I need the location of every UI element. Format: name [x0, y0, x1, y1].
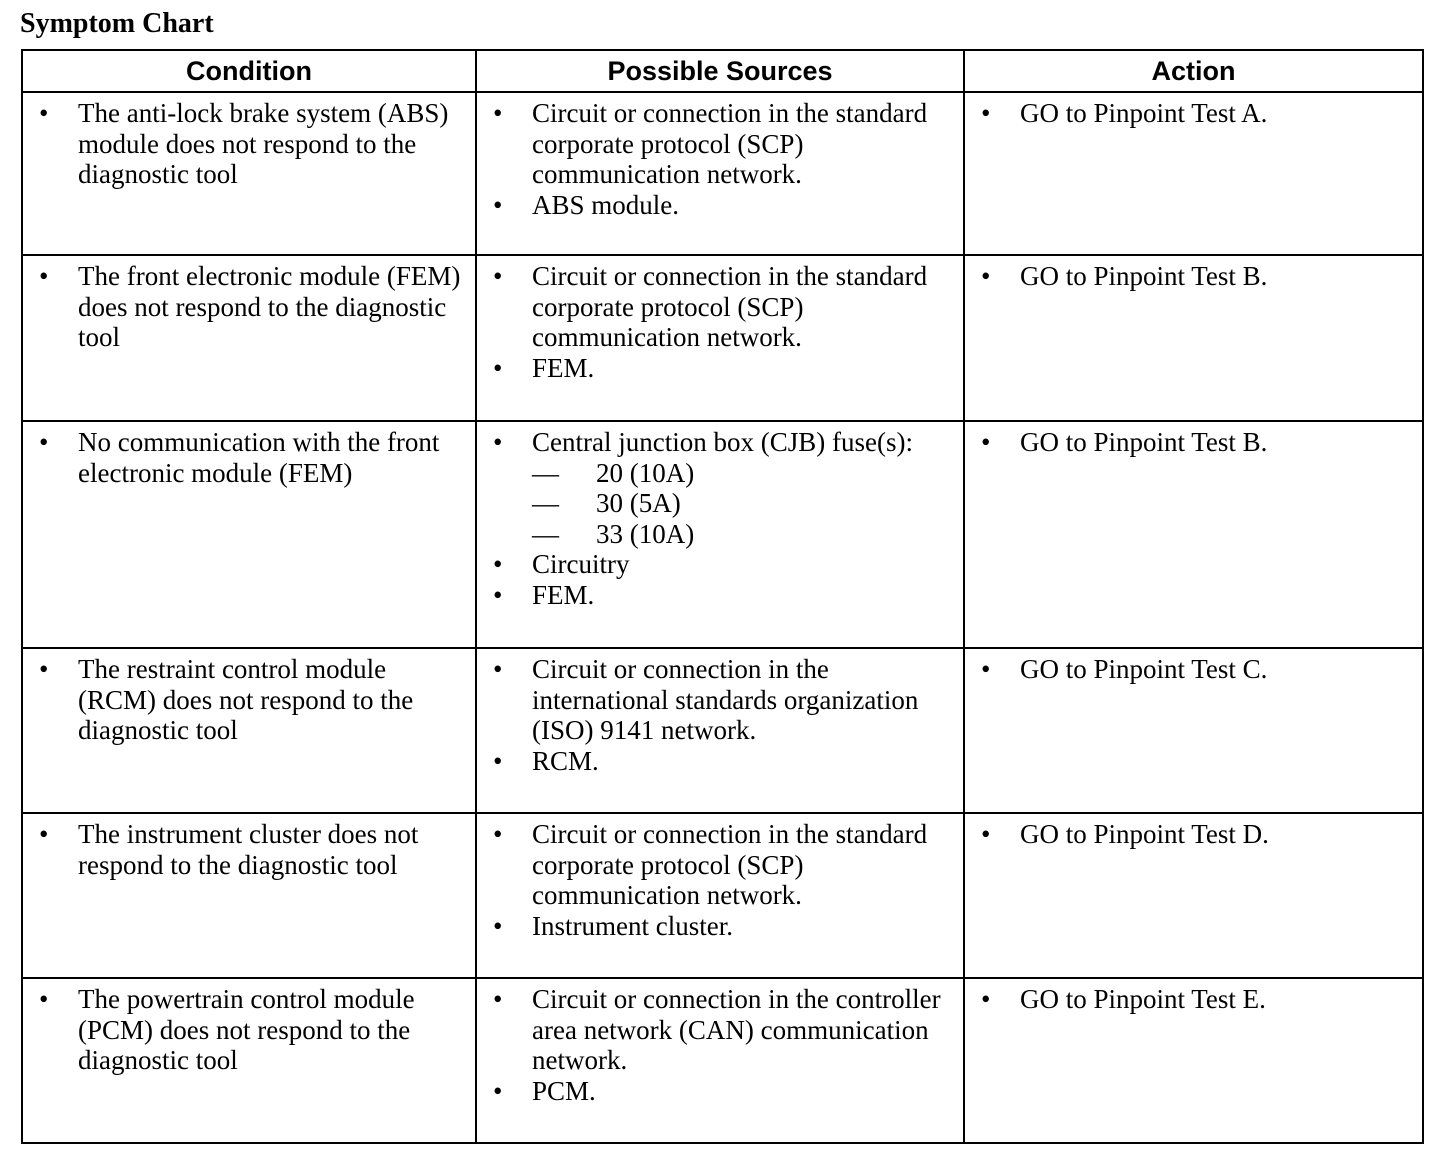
table-row	[22, 92, 1423, 255]
source-item: • PCM.	[477, 1076, 963, 1107]
condition-cell	[22, 978, 476, 1143]
action-cell	[964, 648, 1423, 813]
column-header-possible-sources: Possible Sources	[476, 50, 964, 92]
page-title: Symptom Chart	[20, 8, 214, 39]
table-header-row	[22, 50, 1423, 92]
condition-text: • The instrument cluster does not respond to the diagnostic tool	[23, 819, 475, 880]
condition-text: • No communication with the front electronic module (FEM)	[23, 427, 475, 488]
fuse-value: 30 (5A)	[596, 488, 681, 519]
table-row	[22, 648, 1423, 813]
sources-cell	[476, 978, 964, 1143]
dash-mark: —	[532, 518, 559, 549]
condition-cell	[22, 813, 476, 978]
dash-mark: —	[532, 457, 559, 488]
source-item: • Circuitry	[477, 549, 963, 580]
source-item: • RCM.	[477, 746, 963, 777]
condition-cell	[22, 421, 476, 648]
action-text: • GO to Pinpoint Test A.	[965, 98, 1422, 129]
source-item: • Circuit or connection in the standard corporate protocol (SCP) communication network.	[477, 819, 963, 911]
condition-cell	[22, 92, 476, 255]
condition-cell	[22, 648, 476, 813]
source-item: • ABS module.	[477, 190, 963, 221]
action-cell	[964, 255, 1423, 421]
action-text: • GO to Pinpoint Test B.	[965, 261, 1422, 292]
table-row	[22, 978, 1423, 1143]
source-item: • Circuit or connection in the standard corporate protocol (SCP) communication network.	[477, 98, 963, 190]
source-item: • Instrument cluster.	[477, 911, 963, 942]
table-row	[22, 255, 1423, 421]
fuse-value: 20 (10A)	[596, 457, 695, 488]
dash-mark: —	[532, 488, 559, 519]
source-item: • Circuit or connection in the standard corporate protocol (SCP) communication network.	[477, 261, 963, 353]
source-item-text: Central junction box (CJB) fuse(s):	[532, 427, 913, 457]
column-header-condition: Condition	[22, 50, 476, 92]
table-row	[22, 813, 1423, 978]
fuse-item	[532, 488, 955, 519]
action-text: • GO to Pinpoint Test C.	[965, 654, 1422, 685]
fuse-item	[532, 519, 955, 550]
sources-cell	[476, 92, 964, 255]
sources-cell	[476, 421, 964, 648]
column-header-action: Action	[964, 50, 1423, 92]
action-cell	[964, 92, 1423, 255]
condition-text: • The anti-lock brake system (ABS) module does not respond to the diagnostic tool	[23, 98, 475, 190]
source-item: • FEM.	[477, 353, 963, 384]
source-item	[477, 427, 963, 549]
condition-text: • The powertrain control module (PCM) does not respond to the diagnostic tool	[23, 984, 475, 1076]
action-cell	[964, 421, 1423, 648]
sources-cell	[476, 813, 964, 978]
condition-text: • The front electronic module (FEM) does not respond to the diagnostic tool	[23, 261, 475, 353]
action-cell	[964, 978, 1423, 1143]
condition-text: • The restraint control module (RCM) does not respond to the diagnostic tool	[23, 654, 475, 746]
fuse-item	[532, 458, 955, 489]
action-text: • GO to Pinpoint Test D.	[965, 819, 1422, 850]
sources-cell	[476, 255, 964, 421]
source-item: • Circuit or connection in the controller area network (CAN) communication network.	[477, 984, 963, 1076]
table-row	[22, 421, 1423, 648]
action-cell	[964, 813, 1423, 978]
fuse-value: 33 (10A)	[596, 518, 695, 549]
symptom-chart-table	[21, 49, 1424, 1144]
condition-cell	[22, 255, 476, 421]
action-text: • GO to Pinpoint Test E.	[965, 984, 1422, 1015]
source-item: • Circuit or connection in the international standards organization (ISO) 9141 network.	[477, 654, 963, 746]
source-item: • FEM.	[477, 580, 963, 611]
action-text: • GO to Pinpoint Test B.	[965, 427, 1422, 458]
sources-cell	[476, 648, 964, 813]
